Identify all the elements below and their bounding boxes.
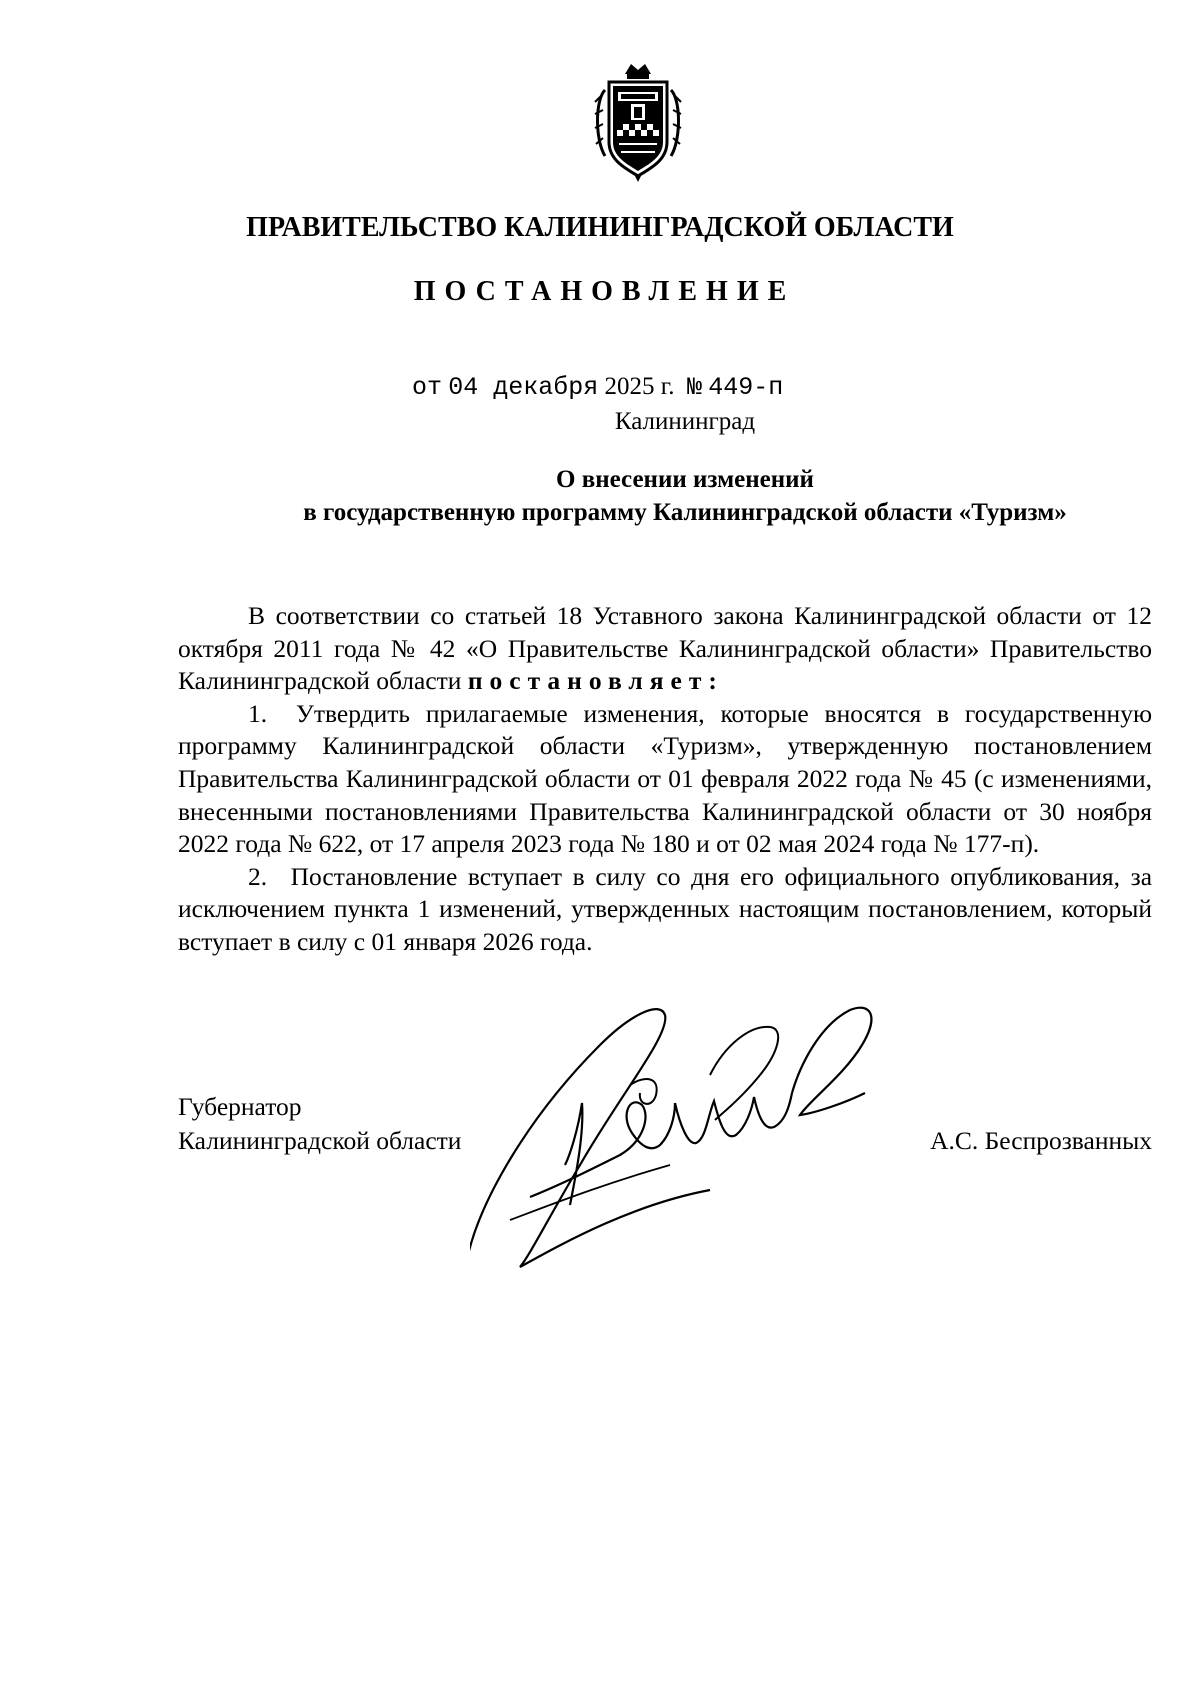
position-line-1: Губернатор [178, 1092, 302, 1121]
date-prefix: от [412, 373, 443, 402]
position-line-2: Калининградской области [178, 1126, 462, 1155]
year-suffix: г. [660, 373, 675, 400]
item-2 [178, 861, 1152, 959]
item-1 [178, 698, 1152, 861]
subject-line-2: в государственную программу Калининградской области «Туризм» [303, 499, 1067, 526]
handwritten-signature-icon [470, 1005, 890, 1280]
preamble-paragraph [178, 600, 1152, 698]
signatory-name: А.С. Беспрозванных [930, 1126, 1152, 1155]
number-value: 449-п [708, 373, 784, 402]
item-1-text: Утвердить прилагаемые изменения, которые вносятся в государственную программу Калининградской области «Туризм», утвержденную постановлением Правительства Калининградской области от 01 февраля 2022 года № 45 (с изменениями, внесенными постановлениями Правительства Калининградской области от 30 ноября 2022 года № 622, от 17 апреля 2023 года № 180 и от 02 мая 2024 года № 177-п). [178, 698, 1152, 859]
body-text [178, 600, 1152, 959]
number-label: № [686, 373, 702, 402]
preamble: В соответствии со статьей 18 Уставного закона Калининградской области от 12 октября 2011 года № 42 «О Правительстве Калининградской области» Правительство Калининградской области [178, 601, 1152, 696]
date-value: 04 декабря [448, 373, 599, 402]
date-year: 2025 [604, 373, 655, 400]
coat-of-arms-icon [591, 60, 685, 182]
date-line [412, 372, 912, 403]
city: Калининград [614, 408, 756, 435]
resolves-word: постановляет: [467, 666, 724, 696]
item-1-number: 1. [248, 698, 268, 728]
document-type: ПОСТАНОВЛЕНИЕ [413, 276, 796, 307]
government-title: ПРАВИТЕЛЬСТВО КАЛИНИНГРАДСКОЙ ОБЛАСТИ [246, 212, 954, 243]
subject-line-1: О внесении изменений [556, 466, 814, 493]
subject [0, 463, 1200, 529]
item-2-number: 2. [248, 861, 268, 891]
item-2-text: Постановление вступает в силу со дня его официального опубликования, за исключением пункта 1 изменений, утвержденных настоящим постановлением, который вступает в силу с 01 января 2026 года. [178, 861, 1153, 956]
